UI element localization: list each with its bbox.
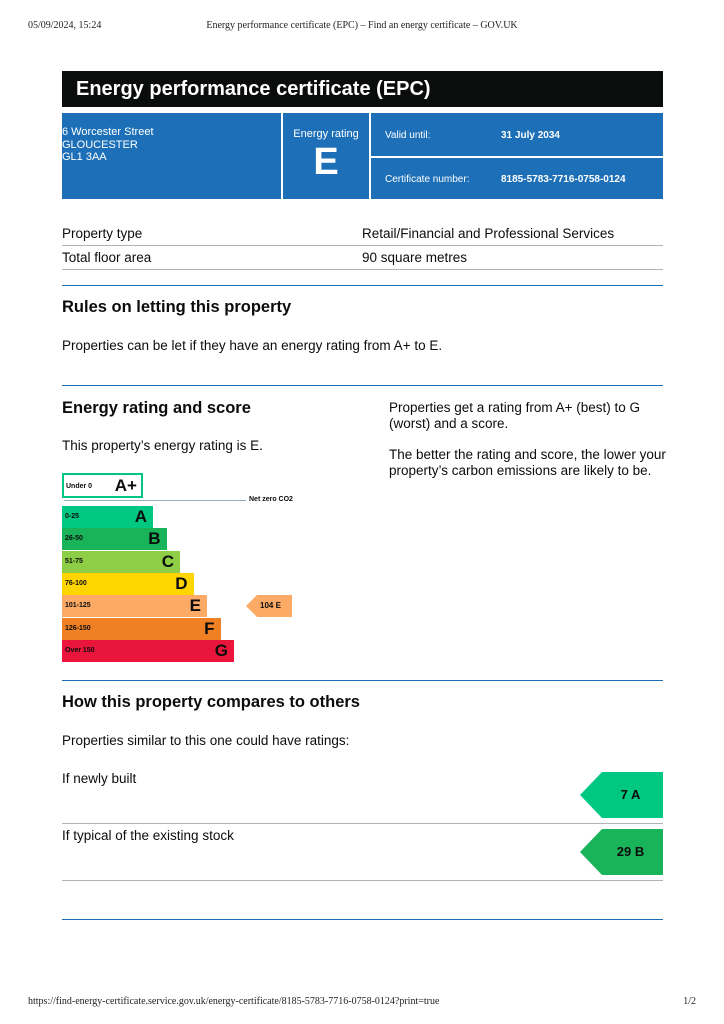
certificate-summary <box>62 113 663 200</box>
floor-area-value: 90 square metres <box>362 250 468 265</box>
band-c-letter: C <box>161 551 174 571</box>
rating-emissions-note: The better the rating and score, the lower your property’s carbon emissions are likely to be. <box>389 447 666 478</box>
typical-rating: 29 B <box>616 844 645 859</box>
band-g-range: Over 150 <box>65 646 95 654</box>
energy-rating-heading: Energy rating and score <box>62 399 251 417</box>
print-page-number: 1/2 <box>683 996 696 1007</box>
band-f-letter: F <box>204 618 215 638</box>
compare-label-typical: If typical of the existing stock <box>62 828 234 843</box>
current-rating-marker <box>246 595 292 617</box>
section-divider <box>62 285 663 286</box>
band-a <box>62 506 153 528</box>
band-e-range: 101-125 <box>65 602 91 610</box>
band-b-letter: B <box>148 529 161 549</box>
print-footer <box>28 996 696 1010</box>
band-b-range: 26-50 <box>65 535 83 543</box>
band-d <box>62 573 194 595</box>
print-url: https://find-energy-certificate.service.gov.uk/energy-certificate/8185-5783-7716-0758-0124?print=true <box>28 996 440 1007</box>
band-a-plus-letter: A+ <box>114 476 137 495</box>
band-d-letter: D <box>175 573 188 593</box>
band-a-range: 0-25 <box>65 513 80 520</box>
address-line-2: GLOUCESTER <box>62 138 138 151</box>
band-c <box>62 551 180 573</box>
band-g-letter: G <box>214 640 228 660</box>
section-divider <box>62 680 663 681</box>
band-e <box>62 595 207 617</box>
floor-area-key: Total floor area <box>62 250 152 265</box>
section-divider <box>62 385 663 386</box>
valid-until-value: 31 July 2034 <box>501 130 560 141</box>
band-b <box>62 528 167 550</box>
compare-heading: How this property compares to others <box>62 693 360 711</box>
net-zero-label: Net zero CO2 <box>249 496 293 503</box>
energy-rating-letter: E <box>313 141 339 183</box>
address-box <box>62 113 281 199</box>
property-type-row <box>62 222 663 246</box>
band-a-plus <box>62 473 143 498</box>
energy-rating-box <box>283 113 369 199</box>
page-title: Energy performance certificate (EPC) <box>62 71 663 107</box>
valid-until-box <box>371 113 663 156</box>
band-e-letter: E <box>189 596 201 616</box>
rating-explanation: Properties get a rating from A+ (best) to G (worst) and a score. <box>389 400 640 431</box>
compare-label-newly-built: If newly built <box>62 771 137 786</box>
rules-text: Properties can be let if they have an energy rating from A+ to E. <box>62 338 443 353</box>
band-a-plus-range: Under 0 <box>66 483 93 490</box>
band-c-range: 51-75 <box>65 557 83 565</box>
band-g <box>62 640 234 662</box>
newly-built-rating: 7 A <box>620 787 641 802</box>
property-type-key: Property type <box>62 226 143 241</box>
newly-built-rating-marker <box>580 772 663 818</box>
certificate-number-value: 8185-5783-7716-0758-0124 <box>501 174 626 185</box>
energy-rating-label: Energy rating <box>293 128 359 140</box>
address-line-3: GL1 3AA <box>62 151 107 163</box>
address-line-1: 6 Worcester Street <box>62 126 154 138</box>
property-type-value: Retail/Financial and Professional Services <box>362 226 615 241</box>
print-header <box>28 20 696 34</box>
certificate-number-label: Certificate number: <box>385 174 470 185</box>
section-divider <box>62 919 663 920</box>
band-f <box>62 618 221 640</box>
compare-row-newly-built <box>62 769 663 824</box>
rules-heading: Rules on letting this property <box>62 298 292 316</box>
valid-until-label: Valid until: <box>385 130 431 141</box>
band-a-letter: A <box>134 507 147 526</box>
floor-area-row <box>62 246 663 270</box>
compare-row-typical <box>62 824 663 881</box>
energy-rating-text: This property’s energy rating is E. <box>62 438 263 453</box>
compare-intro: Properties similar to this one could have ratings: <box>62 733 350 748</box>
certificate-number-box <box>371 158 663 199</box>
band-d-range: 76-100 <box>65 579 87 587</box>
print-date: 05/09/2024, 15:24 <box>28 20 102 31</box>
net-zero-line <box>64 500 246 501</box>
band-f-range: 126-150 <box>65 624 91 632</box>
current-rating-label: 104 E <box>260 601 281 610</box>
print-page-title: Energy performance certificate (EPC) – Find an energy certificate – GOV.UK <box>206 20 518 31</box>
typical-rating-marker <box>580 829 663 875</box>
